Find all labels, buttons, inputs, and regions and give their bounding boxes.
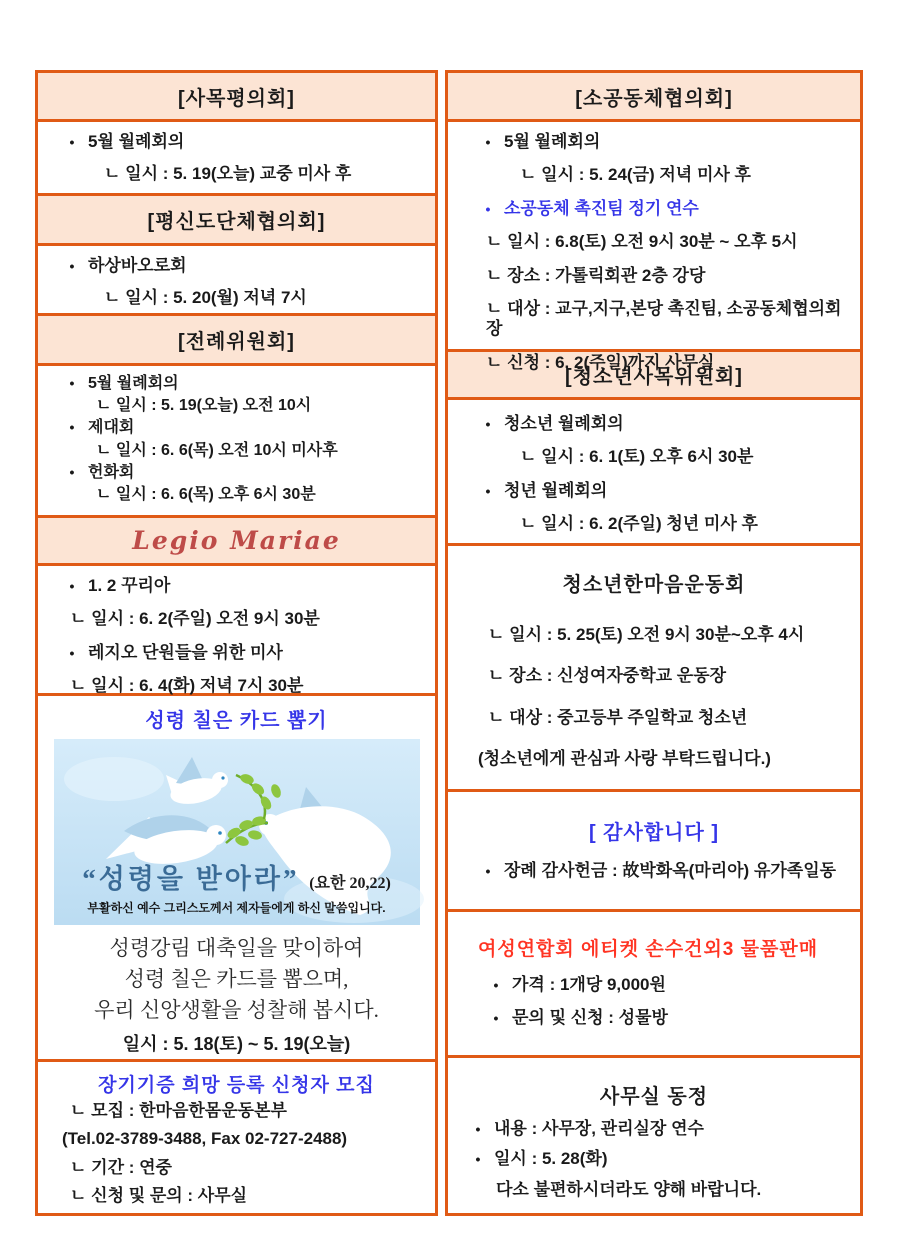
dove-illustration bbox=[54, 739, 420, 925]
list-subitem: ㄴ 대상 : 교구,지구,본당 촉진팀, 소공동체협의회장 bbox=[486, 298, 842, 339]
section-holy-spirit-card bbox=[38, 696, 435, 1062]
bullet-icon: • bbox=[485, 416, 491, 432]
item-text: 5월 월례회의 bbox=[504, 132, 601, 151]
office-news-title: 사무실 동정 bbox=[599, 1086, 709, 1108]
bullet-icon: • bbox=[475, 1151, 481, 1168]
section-organ-donation bbox=[38, 1062, 435, 1213]
list-subitem: ㄴ 모집 : 한마음한몸운동본부 bbox=[70, 1101, 287, 1120]
list-item bbox=[462, 1149, 852, 1169]
paragraph-line: 우리 신앙생활을 성찰해 봅시다. bbox=[94, 998, 379, 1022]
list-item bbox=[472, 414, 852, 434]
card-date: 일시 : 5. 18(토) ~ 5. 19(오늘) bbox=[122, 1034, 351, 1054]
list-item bbox=[56, 643, 427, 663]
item-text: 5월 월례회의 bbox=[88, 375, 179, 392]
list-subitem: ㄴ 일시 : 6. 6(목) 오후 6시 30분 bbox=[96, 485, 316, 503]
section-office-news bbox=[448, 1058, 860, 1213]
list-item-highlight bbox=[472, 199, 852, 219]
note-line: 다소 불편하시더라도 양해 바랍니다. bbox=[496, 1179, 762, 1199]
list-item bbox=[56, 576, 427, 596]
list-subitem: ㄴ 일시 : 5. 19(오늘) 교중 미사 후 bbox=[104, 164, 352, 184]
list-item bbox=[56, 374, 427, 393]
list-item bbox=[480, 975, 852, 995]
list-item bbox=[56, 418, 427, 437]
section-title: [평신도단체협의회] bbox=[147, 211, 326, 233]
bullet-icon: • bbox=[475, 1121, 481, 1137]
item-text: 소공동체 촉진팀 정기 연수 bbox=[504, 198, 699, 218]
section-header-jeonrye bbox=[38, 316, 435, 366]
item-text: 제대회 bbox=[88, 419, 135, 437]
section-header-samok bbox=[38, 73, 435, 122]
list-subitem: ㄴ 일시 : 6.8(토) 오전 9시 30분 ~ 오후 5시 bbox=[486, 232, 798, 252]
item-text: 청소년 월례회의 bbox=[504, 414, 624, 433]
card-paragraph bbox=[38, 933, 435, 1026]
image-quote bbox=[54, 857, 420, 896]
section-body-pyeongsindo bbox=[38, 246, 435, 316]
list-subitem: ㄴ 기간 : 연중 bbox=[70, 1157, 172, 1177]
item-text: 레지오 단원들을 위한 미사 bbox=[88, 642, 283, 662]
list-subitem: ㄴ 대상 : 중고등부 주일학교 청소년 bbox=[488, 707, 748, 727]
list-subitem: ㄴ 일시 : 6. 2(주일) 청년 미사 후 bbox=[520, 514, 758, 534]
section-body-legio bbox=[38, 566, 435, 696]
list-item bbox=[472, 132, 852, 152]
sports-day-title: 청소년한마음운동회 bbox=[562, 574, 746, 596]
section-header-legio bbox=[38, 518, 435, 566]
item-text: 1. 2 꾸리아 bbox=[88, 576, 171, 595]
organ-donation-title: 장기기증 희망 등록 신청자 모집 bbox=[98, 1075, 375, 1096]
quote-text: “성령을 받아라” bbox=[82, 864, 300, 894]
item-text: 문의 및 신청 : 성물방 bbox=[512, 1008, 668, 1028]
card-draw-title: 성령 칠은 카드 뽑기 bbox=[145, 710, 328, 732]
left-column bbox=[35, 70, 438, 1216]
bullet-icon: • bbox=[69, 375, 75, 391]
list-item bbox=[480, 1008, 852, 1028]
bullet-icon: • bbox=[485, 200, 491, 217]
list-subitem: ㄴ 일시 : 6. 1(토) 오후 6시 30분 bbox=[520, 447, 754, 467]
section-title: [소공동체협의회] bbox=[575, 87, 733, 110]
list-subitem: ㄴ 신청 및 문의 : 사무실 bbox=[70, 1186, 248, 1206]
section-thanks bbox=[448, 792, 860, 912]
list-subitem: ㄴ 장소 : 신성여자중학교 운동장 bbox=[488, 666, 727, 686]
list-item bbox=[462, 1119, 852, 1139]
list-subitem: ㄴ 일시 : 6. 2(주일) 오전 9시 30분 bbox=[70, 609, 320, 629]
item-text: 장례 감사헌금 : 故박화옥(마리아) 유가족일동 bbox=[504, 861, 837, 880]
quote-reference: (요한 20,22) bbox=[309, 875, 391, 892]
section-body-jeonrye bbox=[38, 366, 435, 518]
list-subitem: ㄴ 장소 : 가톨릭회관 2층 강당 bbox=[486, 265, 706, 285]
section-body-sogong bbox=[448, 122, 860, 352]
section-header-sogong bbox=[448, 73, 860, 122]
item-text: 5월 월례회의 bbox=[88, 132, 185, 151]
section-title: [전례위원회] bbox=[178, 331, 295, 353]
bullet-icon: • bbox=[69, 578, 75, 594]
bullet-icon: • bbox=[485, 482, 491, 499]
section-body-samok bbox=[38, 122, 435, 196]
list-subitem: ㄴ 일시 : 6. 6(목) 오전 10시 미사후 bbox=[96, 441, 338, 459]
list-item bbox=[56, 256, 427, 276]
bullet-icon: • bbox=[69, 258, 75, 274]
list-subitem: ㄴ 일시 : 5. 19(오늘) 오전 10시 bbox=[96, 397, 312, 415]
bullet-icon: • bbox=[485, 863, 491, 879]
list-item bbox=[56, 463, 427, 482]
section-title-legio-mariae: Legio Mariae bbox=[132, 526, 341, 555]
contact-line: (Tel.02-3789-3488, Fax 02-727-2488) bbox=[62, 1129, 348, 1149]
list-item bbox=[56, 132, 427, 152]
paragraph-line: 성령 칠은 카드를 뽑으며, bbox=[124, 967, 349, 991]
bullet-icon: • bbox=[493, 1010, 499, 1027]
bullet-icon: • bbox=[69, 419, 75, 436]
bullet-icon: • bbox=[69, 644, 75, 661]
dove-picture bbox=[54, 739, 420, 925]
bullet-icon: • bbox=[493, 977, 499, 993]
goods-sale-title: 여성연합회 에티켓 손수건외3 물품판매 bbox=[478, 939, 819, 960]
section-sports-day bbox=[448, 546, 860, 792]
item-text: 청년 월례회의 bbox=[504, 480, 608, 500]
bullet-icon: • bbox=[69, 134, 75, 150]
list-item bbox=[472, 481, 852, 501]
list-subitem: ㄴ 일시 : 5. 20(월) 저녁 7시 bbox=[104, 288, 307, 308]
right-column bbox=[445, 70, 863, 1216]
list-subitem: ㄴ 일시 : 6. 4(화) 저녁 7시 30분 bbox=[70, 676, 304, 696]
item-text: 헌화회 bbox=[88, 463, 135, 481]
item-text: 하상바오로회 bbox=[88, 256, 187, 275]
item-text: 내용 : 사무장, 관리실장 연수 bbox=[494, 1119, 704, 1138]
section-goods-sale bbox=[448, 912, 860, 1058]
item-text: 가격 : 1개당 9,000원 bbox=[512, 975, 666, 994]
image-caption: 부활하신 예수 그리스도께서 제자들에게 하신 말씀입니다. bbox=[87, 901, 386, 915]
list-subitem: ㄴ 일시 : 5. 24(금) 저녁 미사 후 bbox=[520, 165, 751, 185]
bullet-icon: • bbox=[485, 134, 491, 150]
section-header-pyeongsindo bbox=[38, 196, 435, 246]
note-line: (청소년에게 관심과 사랑 부탁드립니다.) bbox=[478, 749, 771, 769]
list-item bbox=[472, 861, 852, 881]
thanks-title: [ 감사합니다 ] bbox=[588, 822, 720, 844]
item-text: 일시 : 5. 28(화) bbox=[494, 1149, 608, 1169]
section-title: [사목평의회] bbox=[178, 87, 295, 110]
paragraph-line: 성령강림 대축일을 맞이하여 bbox=[109, 936, 364, 960]
section-body-youth bbox=[448, 400, 860, 546]
section-title: [청소년사목위원회] bbox=[565, 366, 743, 388]
bullet-icon: • bbox=[69, 463, 75, 480]
list-subitem: ㄴ 일시 : 5. 25(토) 오전 9시 30분~오후 4시 bbox=[488, 625, 805, 644]
